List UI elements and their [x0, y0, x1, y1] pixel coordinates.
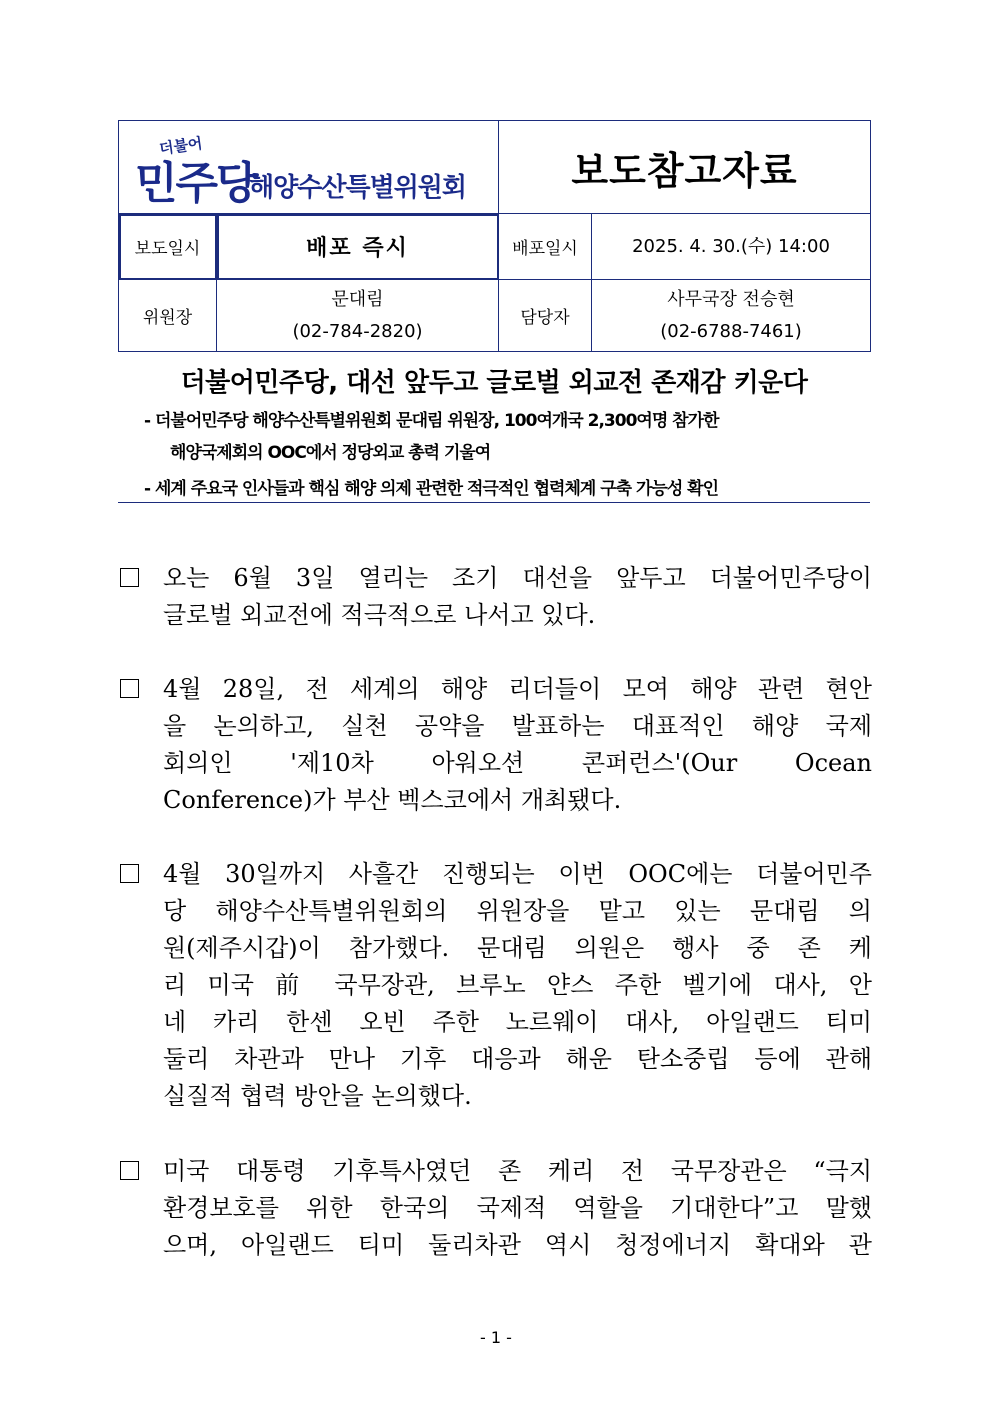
report-date-value: 배포 즉시 [306, 236, 409, 261]
paragraph-line: 당 해양수산특별위원회의 위원장을 맡고 있는 문대림 의 [163, 897, 872, 925]
paragraph-line: 리 미국 前 국무장관, 브루노 얀스 주한 벨기에 대사, 안 [163, 971, 872, 999]
paragraph-line: 글로벌 외교전에 적극적으로 나서고 있다. [163, 601, 596, 629]
paragraph-line: 네 카리 한센 오빈 주한 노르웨이 대사, 아일랜드 티미 [163, 1008, 872, 1036]
dist-date-value: 2025. 4. 30.(수) 14:00 [632, 235, 830, 257]
chair-name: 문대림 [331, 288, 384, 310]
contact-phone: (02-6788-7461) [660, 320, 802, 342]
paragraph-line: 환경보호를 위한 한국의 국제적 역할을 기대한다”고 말했 [163, 1194, 872, 1222]
paragraph-line: 을 논의하고, 실천 공약을 발표하는 대표적인 해양 국제 [163, 712, 872, 740]
dist-date-label: 배포일시 [499, 214, 592, 280]
headline: 더불어민주당, 대선 앞두고 글로벌 외교전 존재감 키운다 [180, 368, 808, 398]
chair-label: 위원장 [119, 280, 217, 352]
contact-label: 담당자 [499, 280, 592, 352]
contact-cell [592, 280, 871, 352]
report-date-cell [217, 214, 499, 280]
paragraph-line: 으며, 아일랜드 티미 둘리차관 역시 청정에너지 확대와 관 [163, 1231, 872, 1259]
chair-cell [217, 280, 499, 352]
paragraph-line: 회의인 '제10차 아워오션 콘퍼런스'(Our Ocean [163, 749, 872, 777]
bullet-box-icon [120, 1161, 139, 1180]
logo-main-text: 민주당 [135, 158, 257, 209]
paragraph-line: 4월 30일까지 사흘간 진행되는 이번 OOC에는 더불어민주 [163, 860, 872, 888]
bullet-box-icon [120, 568, 139, 587]
report-date-label: 보도일시 [119, 214, 217, 280]
subheadline-2: - 세계 주요국 인사들과 핵심 해양 의제 관련한 적극적인 협력체계 구축 가능성 확인 [144, 479, 719, 499]
paragraph-line: 오는 6월 3일 열리는 조기 대선을 앞두고 더불어민주당이 [163, 564, 872, 592]
dist-date-cell [592, 214, 871, 280]
paragraph-line: Conference)가 부산 벡스코에서 개최됐다. [163, 786, 622, 814]
paragraph-line: 실질적 협력 방안을 논의했다. [163, 1082, 472, 1110]
paragraph-line: 미국 대통령 기후특사였던 존 케리 전 국무장관은 “극지 [163, 1157, 872, 1185]
doc-type-cell [499, 121, 871, 214]
doc-type-title: 보도참고자료 [571, 148, 798, 193]
logo-committee-text: 해양수산특별위원회 [249, 173, 467, 203]
subheadline-1-cont: 해양국제회의 OOC에서 정당외교 총력 기울여 [170, 443, 491, 463]
party-logo-cell [119, 121, 499, 214]
press-header-table [118, 120, 871, 352]
bullet-box-icon [120, 679, 139, 698]
page-number: - 1 - [480, 1328, 512, 1347]
party-logo [119, 121, 498, 213]
paragraph-line: 4월 28일, 전 세계의 해양 리더들이 모여 해양 관련 현안 [163, 675, 872, 703]
header-divider [118, 502, 870, 503]
contact-name: 사무국장 전승현 [667, 288, 795, 310]
bullet-box-icon [120, 864, 139, 883]
paragraph-line: 원(제주시갑)이 참가했다. 문대림 의원은 행사 중 존 케 [163, 934, 872, 962]
paragraph-line: 둘리 차관과 만나 기후 대응과 해운 탄소중립 등에 관해 [163, 1045, 872, 1073]
subheadline-1: - 더불어민주당 해양수산특별위원회 문대림 위원장, 100여개국 2,300여명 참가한 [144, 411, 719, 431]
logo-small-text: 더불어 [158, 134, 204, 158]
chair-phone: (02-784-2820) [292, 320, 423, 342]
